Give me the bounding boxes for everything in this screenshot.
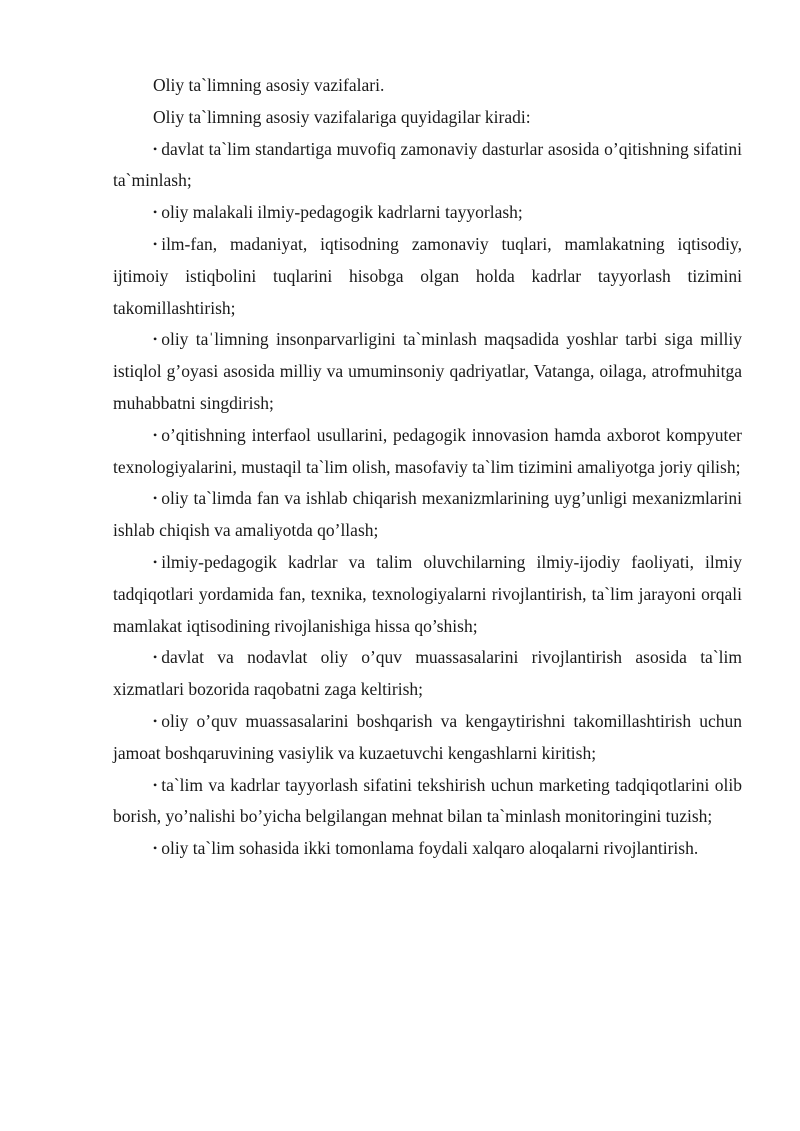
list-item-text: oliy malakali ilmiy-pedagogik kadrlarni tayyorlash; xyxy=(161,202,523,223)
section-heading: Oliy ta`limning asosiy vazifalari. xyxy=(153,75,385,95)
bullet-icon: • xyxy=(153,777,158,792)
list-item xyxy=(113,324,742,419)
list-item xyxy=(113,197,742,229)
list-item-text: oliy ta`limda fan va ishlab chiqarish mexanizmlarining uyg’unligi mexanizmlarini ishlab chiqish va amaliyotda qo’llash; xyxy=(113,488,742,541)
list-item xyxy=(113,134,742,198)
bullet-icon: • xyxy=(153,713,158,728)
bullet-icon: • xyxy=(153,236,158,251)
list-item-text: davlat va nodavlat oliy o’quv muassasalarini rivojlantirish asosida ta`lim xizmatlari bozorida raqobatni zaga keltirish; xyxy=(113,647,742,700)
document-page xyxy=(113,70,742,865)
list-item xyxy=(113,833,742,865)
list-item-text: oliy ta`lim sohasida ikki tomonlama foydali xalqaro aloqalarni rivojlantirish. xyxy=(161,838,699,859)
list-item-text: o’qitishning interfaol usullarini, pedagogik innovasion hamda axborot kompyuter texnologiyalarini, mustaqil ta`lim olish, masofaviy ta`lim tizimini amaliyotga joriy qilish; xyxy=(113,424,742,477)
list-item-text: oliy taˈlimning insonparvarligini ta`minlash maqsadida yoshlar tarbi siga milliy istiqlol g’oyasi asosida milliy va umuminsoniy qadriyatlar, Vatanga, oilaga, atrofmuhitga muhabbatni singdirish; xyxy=(113,329,742,413)
list-item-text: ilm-fan, madaniyat, iqtisodning zamonaviy tuqlari, mamlakatning iqtisodiy, ijtimoiy istiqbolini tuqlarini hisobga olgan holda kadrlar tayyorlash tizimini takomillashtirish; xyxy=(113,233,742,318)
list-item xyxy=(113,706,742,770)
list-item xyxy=(113,483,742,547)
list-item-text: oliy o’quv muassasalarini boshqarish va kengaytirishni takomillashtirish uchun jamoat boshqaruvining vasiylik va kuzaetuvchi kengashlarni kiritish; xyxy=(113,710,742,763)
list-item xyxy=(113,642,742,706)
bullet-icon: • xyxy=(153,491,158,506)
list-item-text: davlat ta`lim standartiga muvofiq zamonaviy dasturlar asosida o’qitishning sifatini ta`minlash; xyxy=(113,138,742,191)
bullet-icon: • xyxy=(153,427,158,442)
list-item-text: ta`lim va kadrlar tayyorlash sifatini tekshirish uchun marketing tadqiqotlarini olib borish, yo’nalishi bo’yicha belgilangan mehnat bilan ta`minlash monitoringini tuzish; xyxy=(113,774,742,827)
list-item xyxy=(113,229,742,324)
intro-text: Oliy ta`limning asosiy vazifalariga quyidagilar kiradi: xyxy=(153,106,531,127)
list-item xyxy=(113,420,742,484)
bullet-icon: • xyxy=(153,841,158,856)
list-item-text: ilmiy-pedagogik kadrlar va talim oluvchilarning ilmiy-ijodiy faoliyati, ilmiy tadqiqotlari yordamida fan, texnika, texnologiyalarni rivojlantirish, ta`lim jarayoni orqali mamlakat iqtisodining rivojlanishiga hissa qo’shish; xyxy=(113,551,742,636)
bullet-icon: • xyxy=(153,141,158,156)
bullet-icon: • xyxy=(153,554,158,569)
bullet-icon: • xyxy=(153,332,158,347)
list-item xyxy=(113,547,742,642)
list-item xyxy=(113,770,742,834)
bullet-icon: • xyxy=(153,205,158,220)
bullet-icon: • xyxy=(153,650,158,665)
